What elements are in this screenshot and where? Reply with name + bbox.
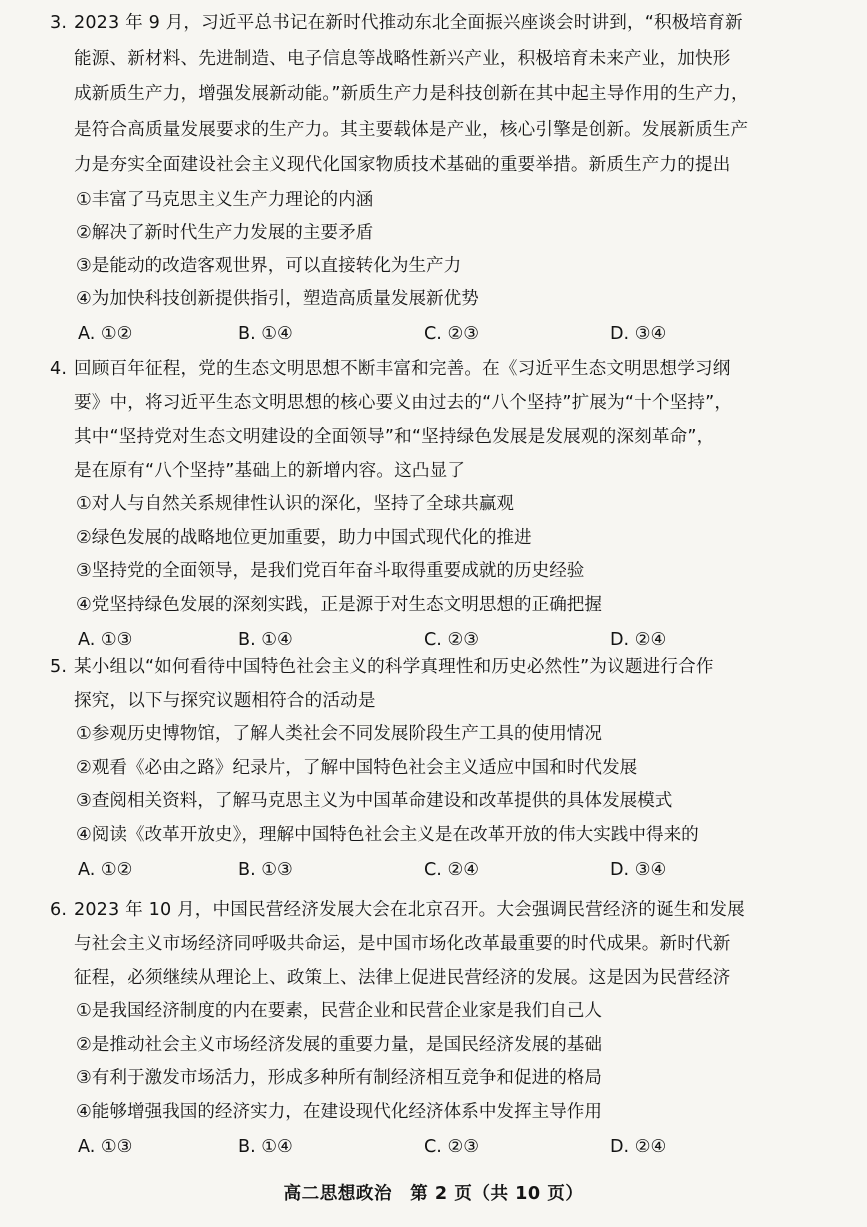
statement-item: ④党坚持绿色发展的深刻实践，正是源于对生态文明思想的正确把握 [76, 594, 602, 615]
question-3 [50, 6, 840, 352]
question-stem-line: 4. 回顾百年征程，党的生态文明思想不断丰富和完善。在《习近平生态文明思想学习纲 [50, 352, 840, 386]
statement-item: ①是我国经济制度的内在要素，民营企业和民营企业家是我们自己人 [76, 1001, 602, 1021]
question-stem-line: 是在原有“八个坚持”基础上的新增内容。这凸显了 [74, 461, 466, 481]
option-a: A. ①② [78, 860, 133, 880]
statement-item: ①对人与自然关系规律性认识的深化，坚持了全球共赢观 [76, 494, 515, 514]
statement-item: ②绿色发展的战略地位更加重要，助力中国式现代化的推进 [76, 527, 532, 548]
statement-item: ④能够增强我国的经济实力，在建设现代化经济体系中发挥主导作用 [76, 1101, 602, 1122]
question-stem-line: 成新质生产力，增强发展新动能。”新质生产力是科技创新在其中起主导作用的生产力， [74, 84, 749, 104]
option-a: A. ①③ [78, 1137, 133, 1157]
option-b: B. ①④ [238, 1137, 293, 1157]
statement-item: ③有利于激发市场活力，形成多种所有制经济相互竞争和促进的格局 [76, 1068, 602, 1088]
option-c: C. ②③ [424, 1137, 480, 1157]
question-stem-line: 3. 2023 年 9 月，习近平总书记在新时代推动东北全面振兴座谈会时讲到，“积极培育新 [50, 6, 840, 42]
statement-item: ④阅读《改革开放史》，理解中国特色社会主义是在改革开放的伟大实践中得来的 [76, 824, 699, 845]
option-d: D. ②④ [610, 1137, 667, 1157]
statement-item: ②观看《必由之路》纪录片，了解中国特色社会主义适应中国和时代发展 [76, 757, 638, 778]
statement-item: ③坚持党的全面领导，是我们党百年奋斗取得重要成就的历史经验 [76, 561, 585, 581]
statement-item: ①丰富了马克思主义生产力理论的内涵 [76, 189, 374, 210]
statement-item: ②是推动社会主义市场经济发展的重要力量，是国民经济发展的基础 [76, 1034, 602, 1055]
answer-options [50, 852, 840, 888]
option-a: A. ①② [78, 323, 133, 344]
question-number: 4. [50, 359, 68, 379]
question-stem-line: 要》中，将习近平生态文明思想的核心要义由过去的“八个坚持”扩展为“十个坚持”， [74, 393, 733, 413]
question-number: 3. [50, 13, 68, 33]
option-d: D. ③④ [610, 860, 667, 880]
question-stem-line: 力是夯实全面建设社会主义现代化国家物质技术基础的重要举措。新质生产力的提出 [74, 155, 731, 175]
question-stem-line: 其中“坚持党对生态文明建设的全面领导”和“坚持绿色发展是发展观的深刻革命”， [74, 427, 715, 447]
option-c: C. ②③ [424, 323, 480, 344]
question-number: 5. [50, 657, 68, 677]
question-stem-line: 探究，以下与探究议题相符合的活动是 [74, 691, 376, 711]
answer-options [50, 1129, 840, 1165]
option-a: A. ①③ [78, 630, 133, 650]
question-stem-line: 是符合高质量发展要求的生产力。其主要载体是产业，核心引擎是创新。发展新质生产 [74, 119, 749, 140]
answer-options [50, 316, 840, 352]
question-stem-line: 征程，必须继续从理论上、政策上、法律上促进民营经济的发展。这是因为民营经济 [74, 968, 731, 988]
option-d: D. ②④ [610, 630, 667, 650]
statement-item: ②解决了新时代生产力发展的主要矛盾 [76, 222, 374, 243]
question-stem-line: 6. 2023 年 10 月，中国民营经济发展大会在北京召开。大会强调民营经济的诞生和发展 [50, 893, 840, 927]
question-stem-line: 5. 某小组以“如何看待中国特色社会主义的科学真理性和历史必然性”为议题进行合作 [50, 650, 840, 684]
option-c: C. ②④ [424, 860, 480, 880]
statement-item: ④为加快科技创新提供指引，塑造高质量发展新优势 [76, 288, 479, 309]
question-4 [50, 352, 840, 658]
question-5 [50, 650, 840, 888]
option-d: D. ③④ [610, 323, 667, 344]
option-c: C. ②③ [424, 630, 480, 650]
statement-item: ③是能动的改造客观世界，可以直接转化为生产力 [76, 255, 462, 276]
statement-item: ③查阅相关资料，了解马克思主义为中国革命建设和改革提供的具体发展模式 [76, 791, 673, 811]
page-footer: 高二思想政治 第 2 页（共 10 页） [283, 1184, 584, 1204]
option-b: B. ①③ [238, 860, 293, 880]
question-number: 6. [50, 900, 68, 920]
option-b: B. ①④ [238, 630, 293, 650]
statement-item: ①参观历史博物馆，了解人类社会不同发展阶段生产工具的使用情况 [76, 724, 602, 744]
question-6 [50, 893, 840, 1165]
question-stem-line: 与社会主义市场经济同呼吸共命运，是中国市场化改革最重要的时代成果。新时代新 [74, 934, 731, 954]
question-stem-line: 能源、新材料、先进制造、电子信息等战略性新兴产业，积极培育未来产业，加快形 [74, 48, 731, 69]
option-b: B. ①④ [238, 323, 293, 344]
